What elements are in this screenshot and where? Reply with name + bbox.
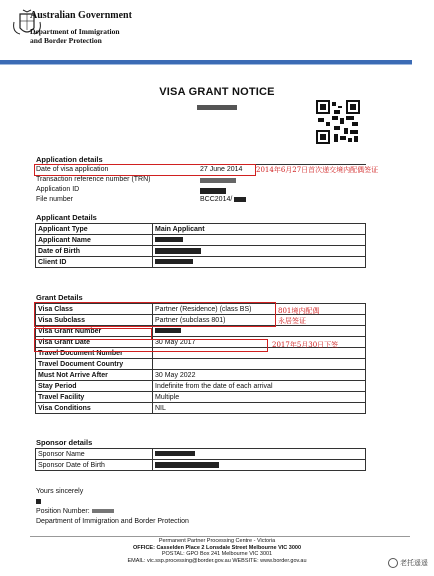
applicant-label-client-id: Client ID xyxy=(36,257,153,268)
grant-value-stay-period: Indefinite from the date of each arrival xyxy=(153,381,366,392)
annotation-box-date xyxy=(34,164,256,176)
application-details-heading: Application details xyxy=(36,155,103,164)
application-label-trn: Transaction reference number (TRN) xyxy=(36,176,151,183)
footer xyxy=(0,538,434,564)
redaction xyxy=(234,197,246,202)
document-title xyxy=(0,86,434,113)
applicant-value-type: Main Applicant xyxy=(153,224,366,235)
watermark xyxy=(388,558,428,568)
grant-details-heading: Grant Details xyxy=(36,293,83,302)
grant-value-number xyxy=(153,326,366,337)
redaction xyxy=(155,462,219,468)
grant-label-class: Visa Class xyxy=(36,304,153,315)
footer-contact: EMAIL: vic.ssp.processing@border.gov.au WEBSITE: www.border.gov.au xyxy=(127,557,307,564)
grant-label-subclass: Visa Subclass xyxy=(36,315,153,326)
grant-label-number: Visa Grant Number xyxy=(36,326,153,337)
watermark-icon xyxy=(388,558,398,568)
annotation-note-date: 2017年5月30日下签 xyxy=(272,341,339,349)
applicant-table xyxy=(35,223,366,268)
qr-code-icon xyxy=(316,100,360,144)
applicant-value-name xyxy=(153,235,366,246)
grant-label-stay-period: Stay Period xyxy=(36,381,153,392)
grant-label-conditions: Visa Conditions xyxy=(36,403,153,414)
footer-rule xyxy=(30,536,410,537)
annotation-note-application: 2014年6月27日首次递交境内配偶签证 xyxy=(256,166,379,174)
grant-value-travel-doc-country xyxy=(153,359,366,370)
annotation-box-grant-date xyxy=(34,339,268,352)
grant-value-must-not-arrive: 30 May 2022 xyxy=(153,370,366,381)
file-number-text: BCC2014/ xyxy=(200,196,233,203)
department-line-1: Department of Immigration xyxy=(30,27,120,36)
table-row xyxy=(36,392,366,403)
sponsor-label-name: Sponsor Name xyxy=(36,449,153,460)
table-row xyxy=(36,460,366,471)
table-row xyxy=(36,403,366,414)
table-row xyxy=(36,359,366,370)
document-title-text: VISA GRANT NOTICE xyxy=(159,86,275,98)
redaction xyxy=(200,178,236,183)
table-row xyxy=(36,370,366,381)
grant-value-conditions: NIL xyxy=(153,403,366,414)
sponsor-details-heading: Sponsor details xyxy=(36,438,93,447)
footer-centre: Permanent Partner Processing Centre - Victoria xyxy=(158,538,276,544)
table-row xyxy=(36,257,366,268)
annotation-box-class xyxy=(34,302,276,327)
redaction xyxy=(200,188,226,194)
department-name xyxy=(30,27,160,45)
table-row xyxy=(36,224,366,235)
redaction xyxy=(155,451,195,456)
sponsor-table xyxy=(35,448,366,471)
applicant-label-name: Applicant Name xyxy=(36,235,153,246)
table-row xyxy=(36,235,366,246)
sponsor-value-name xyxy=(153,449,366,460)
grant-label-must-not-arrive: Must Not Arrive After xyxy=(36,370,153,381)
annotation-note-class-2: 永居签证 xyxy=(278,317,306,325)
annotation-note-class: 801境内配偶 xyxy=(278,307,320,315)
position-number-label: Position Number: xyxy=(36,508,90,515)
application-value-file xyxy=(200,196,246,203)
applicant-label-type: Applicant Type xyxy=(36,224,153,235)
applicant-value-client-id xyxy=(153,257,366,268)
applicant-value-dob xyxy=(153,246,366,257)
redaction xyxy=(92,509,114,513)
footer-office: OFFICE: Casselden Place 2 Lonsdale Street Melbourne VIC 3000 xyxy=(132,544,302,551)
applicant-details-heading: Applicant Details xyxy=(36,213,97,222)
signoff-department: Department of Immigration and Border Protection xyxy=(36,518,189,525)
sponsor-label-dob: Sponsor Date of Birth xyxy=(36,460,153,471)
signoff-position xyxy=(36,508,114,515)
table-row xyxy=(36,449,366,460)
sponsor-value-dob xyxy=(153,460,366,471)
org-name: Australian Government xyxy=(30,10,132,21)
signoff-greeting: Yours sincerely xyxy=(36,488,84,495)
header-rule-thin xyxy=(0,64,412,65)
watermark-text: 老托遥遥 xyxy=(400,559,428,567)
redaction xyxy=(36,499,41,504)
redaction xyxy=(155,259,193,264)
application-label-date: Date of visa application xyxy=(36,166,109,173)
grant-value-date: 30 May 2017 xyxy=(153,337,366,348)
application-label-file: File number xyxy=(36,196,73,203)
grant-label-date: Visa Grant Date xyxy=(36,337,153,348)
application-value-date: 27 June 2014 xyxy=(200,166,243,173)
grant-label-travel-doc-number: Travel Document Number xyxy=(36,348,153,359)
redaction xyxy=(197,105,237,110)
grant-label-travel-doc-country: Travel Document Country xyxy=(36,359,153,370)
footer-postal: POSTAL: GPO Box 241 Melbourne VIC 3001 xyxy=(161,551,273,557)
department-line-2: and Border Protection xyxy=(30,36,102,45)
table-row xyxy=(36,381,366,392)
redaction xyxy=(155,328,181,333)
redaction xyxy=(155,248,201,254)
grant-value-subclass: Partner (subclass 801) xyxy=(153,315,366,326)
grant-value-class: Partner (Residence) (class BS) xyxy=(153,304,366,315)
applicant-label-dob: Date of Birth xyxy=(36,246,153,257)
redaction xyxy=(155,237,183,242)
grant-label-travel-facility: Travel Facility xyxy=(36,392,153,403)
table-row xyxy=(36,246,366,257)
application-label-id: Application ID xyxy=(36,186,80,193)
grant-value-travel-facility: Multiple xyxy=(153,392,366,403)
